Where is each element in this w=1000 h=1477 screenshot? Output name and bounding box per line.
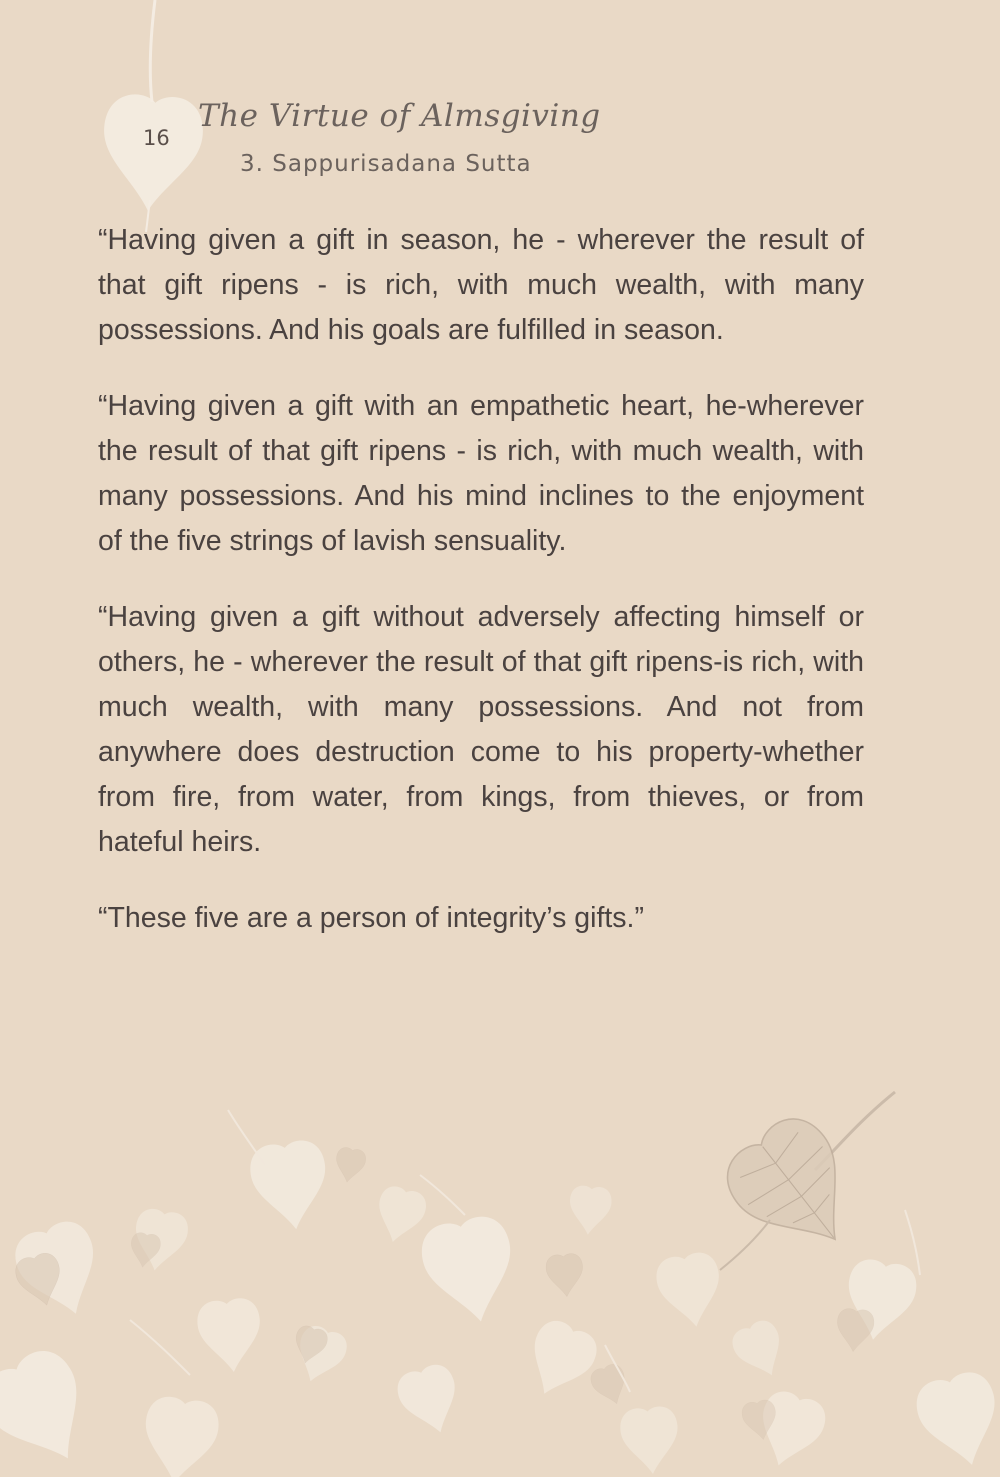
page-number: 16 [143, 126, 170, 150]
body-text [98, 218, 864, 972]
chapter-title: 3. Sappurisadana Sutta [240, 151, 532, 177]
page-header [0, 0, 1000, 210]
paragraph-1: “Having given a gift in season, he - wherever the result of that gift ripens - is rich, with much wealth, with many possessions. And his goals are fulfilled in season. [98, 224, 864, 346]
paragraph-4: “These five are a person of integrity’s gifts.” [98, 902, 644, 934]
book-title: The Virtue of Almsgiving [198, 98, 601, 134]
skeleton-leaf-icon [714, 1092, 895, 1273]
paragraph-3: “Having given a gift without adversely affecting himself or others, he - wherever the result of that gift ripens-is rich, with much wealth, with many possessions. And not from anywhere does destruction come to his property-whether from fire, from water, from kings, from thieves, or from hateful heirs. [98, 601, 864, 858]
bottom-leaves-icon [0, 1137, 1000, 1477]
paragraph-2: “Having given a gift with an empathetic heart, he-wherever the result of that gift ripens - is rich, with much wealth, with many possessions. And his mind inclines to the enjoyment of the five strings of lavish sensuality. [98, 390, 864, 557]
